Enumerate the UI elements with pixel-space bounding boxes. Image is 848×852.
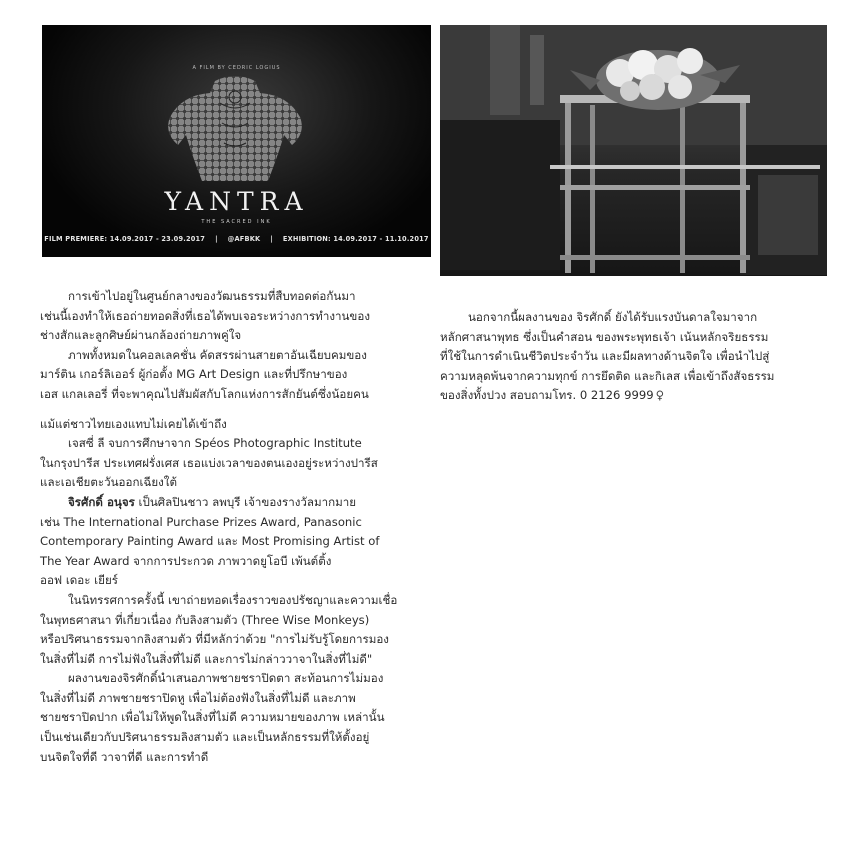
paragraph-line: หลักศาสนาพุทธ ซึ่งเป็นคำสอน ของพระพุทธเจ้า เน้นหลักจริยธรรม bbox=[440, 329, 769, 344]
contact-line bbox=[440, 386, 835, 406]
paragraph-line: เอส แกลเลอรี่ ที่จะพาคุณไปสัมผัสกับโลกแห่งการสักยันต์ซึ่งน้อยคน bbox=[40, 386, 369, 401]
paragraph-line: The Year Award จากการประกวด ภาพวาดยูโอบี เพ้นต์ติ้ง bbox=[40, 553, 332, 568]
paragraph-line: ชายชราปิดปาก เพื่อไม่ให้พูดในสิ่งที่ไม่ดี ความหมายของภาพ เหล่านั้น bbox=[40, 710, 385, 725]
paragraph-line: ในนิทรรศการครั้งนี้ เขาถ่ายทอดเรื่องราวของปรัชญาและความเชื่อ bbox=[68, 592, 398, 607]
tattooed-torso-graphic bbox=[160, 73, 310, 183]
artist-intro-line bbox=[40, 493, 432, 513]
paragraph-line: บนจิตใจที่ดี วาจาที่ดี และการทำดี bbox=[40, 749, 209, 764]
paragraph-line: ในกรุงปารีส ประเทศฝรั่งเศส เธอแบ่งเวลาของตนเองอยู่ระหว่างปารีส bbox=[40, 455, 378, 470]
paragraph-line: แม้แต่ชาวไทยเองแทบไม่เคยได้เข้าถึง bbox=[40, 416, 227, 431]
paragraph-line: ในพุทธศาสนา ที่เกี่ยวเนื่อง กับลิงสามตัว (Three Wise Monkeys) bbox=[40, 612, 370, 627]
paragraph-line: เป็นเช่นเดียวกับปริศนาธรรมลิงสามตัว และเป็นหลักธรรมที่ให้ตั้งอยู่ bbox=[40, 730, 370, 745]
paragraph-line: Contemporary Painting Award และ Most Promising Artist of bbox=[40, 534, 380, 549]
poster-kicker: A FILM BY CEDRIC LOGIUS bbox=[192, 65, 281, 71]
poster-footer-dates: FILM PREMIERE: 14.09.2017 - 23.09.2017 | @AFBKK | EXHIBITION: 14.09.2017 - 11.10.2017 bbox=[44, 235, 429, 243]
poster-subtitle: THE SACRED INK bbox=[201, 219, 272, 225]
paragraph-line: และเอเชียตะวันออกเฉียงใต้ bbox=[40, 475, 177, 490]
paragraph-line: ช่างสักและลูกศิษย์ผ่านกล้องถ่ายภาพคู่ใจ bbox=[40, 328, 242, 343]
poster-title: YANTRA bbox=[164, 187, 309, 216]
flowers-on-table-photo bbox=[440, 25, 827, 276]
article-right-column bbox=[440, 308, 835, 406]
paragraph-line: ผลงานของจิรศักดิ์นำเสนอภาพชายชราปิดตา สะท้อนการไม่มอง bbox=[68, 671, 384, 686]
paragraph-line: เจสซี่ ลี จบการศึกษาจาก Spéos Photographic Institute bbox=[68, 436, 362, 451]
artist-name: จิรศักดิ์ อนุจร bbox=[68, 494, 135, 509]
yantra-poster-image bbox=[42, 25, 431, 257]
contact-text: ของสิ่งทั้งปวง สอบถามโทร. 0 2126 9999 bbox=[440, 388, 654, 403]
article-left-column bbox=[40, 287, 432, 767]
paragraph-line: เช่น The International Purchase Prizes Award, Panasonic bbox=[40, 514, 362, 529]
paragraph-line: ที่ใช้ในการดำเนินชีวิตประจำวัน และมีผลทางด้านจิตใจ เพื่อนำไปสู่ bbox=[440, 349, 770, 364]
paragraph-line: เช่นนี้เองทำให้เธอถ่ายทอดสิ่งที่เธอได้พบเจอระหว่างการทำงานของ bbox=[40, 308, 370, 323]
paragraph-line: นอกจากนี้ผลงานของ จิรศักดิ์ ยังได้รับแรงบันดาลใจมาจาก bbox=[468, 310, 758, 324]
paragraph-line: ในสิ่งที่ไม่ดี การไม่ฟังในสิ่งที่ไม่ดี และการไม่กล่าววาจาในสิ่งที่ไม่ดี" bbox=[40, 651, 373, 666]
paragraph-line: ความหลุดพ้นจากความทุกข์ การยึดติด และกิเลส เพื่อเข้าถึงสัจธรรม bbox=[440, 368, 775, 383]
end-mark-icon: ♀ bbox=[655, 388, 665, 403]
paragraph-line: ในสิ่งที่ไม่ดี ภาพชายชราปิดหู เพื่อไม่ต้องฟังในสิ่งที่ไม่ดี และภาพ bbox=[40, 690, 356, 705]
paragraph-line: หรือปริศนาธรรมจากลิงสามตัว ที่มีหลักว่าด้วย "การไม่รับรู้โดยการมอง bbox=[40, 632, 389, 647]
paragraph-line: มาร์ติน เกอร์ลิเออร์ ผู้ก่อตั้ง MG Art Design และที่ปรึกษาของ bbox=[40, 367, 348, 382]
paragraph-line: การเข้าไปอยู่ในศูนย์กลางของวัฒนธรรมที่สืบทอดต่อกันมา bbox=[68, 289, 356, 303]
paragraph-line: ออฟ เดอะ เยียร์ bbox=[40, 573, 118, 588]
paragraph-text: เป็นศิลปินชาว ลพบุรี เจ้าของรางวัลมากมาย bbox=[134, 494, 357, 509]
paragraph-line: ภาพทั้งหมดในคอลเลคชั่น คัดสรรผ่านสายตาอันเฉียบคมของ bbox=[68, 347, 367, 362]
